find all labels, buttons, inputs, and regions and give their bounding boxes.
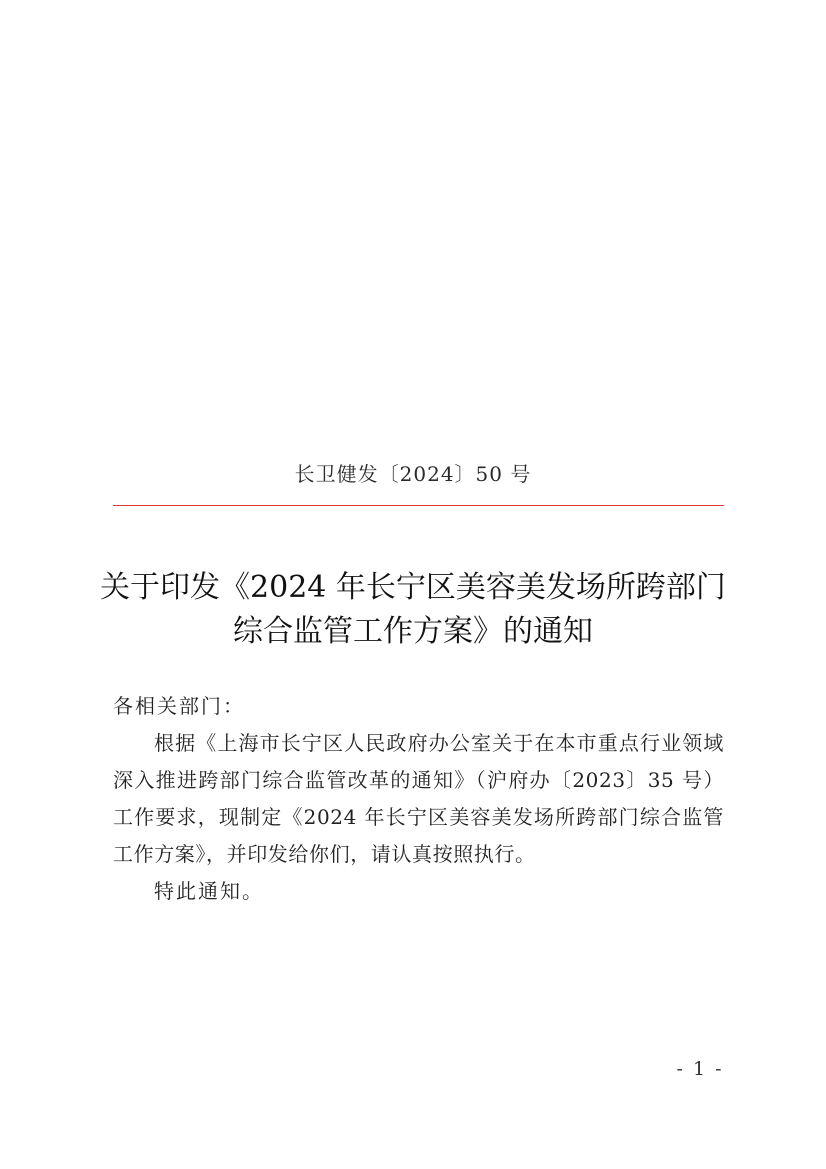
salutation: 各相关部门： [113, 694, 245, 718]
closing-line: 特此通知。 [154, 879, 264, 903]
document-title [100, 566, 726, 654]
document-body [113, 688, 724, 910]
red-divider-line [113, 505, 724, 506]
title-line-1: 关于印发《2024 年长宁区美容美发场所跨部门 [100, 570, 726, 605]
document-number: 长卫健发〔2024〕50 号 [294, 462, 532, 486]
title-line-2: 综合监管工作方案》的通知 [233, 614, 593, 649]
body-paragraph: 根据《上海市长宁区人民政府办公室关于在本市重点行业领域深入推进跨部门综合监管改革的通知》（沪府办〔2023〕35 号）工作要求，现制定《2024 年长宁区美容美发场所跨部门综合监管工作方案》，并印发给你们，请认真按照执行。 [113, 731, 724, 866]
page-number: - 1 - [676, 1058, 724, 1080]
